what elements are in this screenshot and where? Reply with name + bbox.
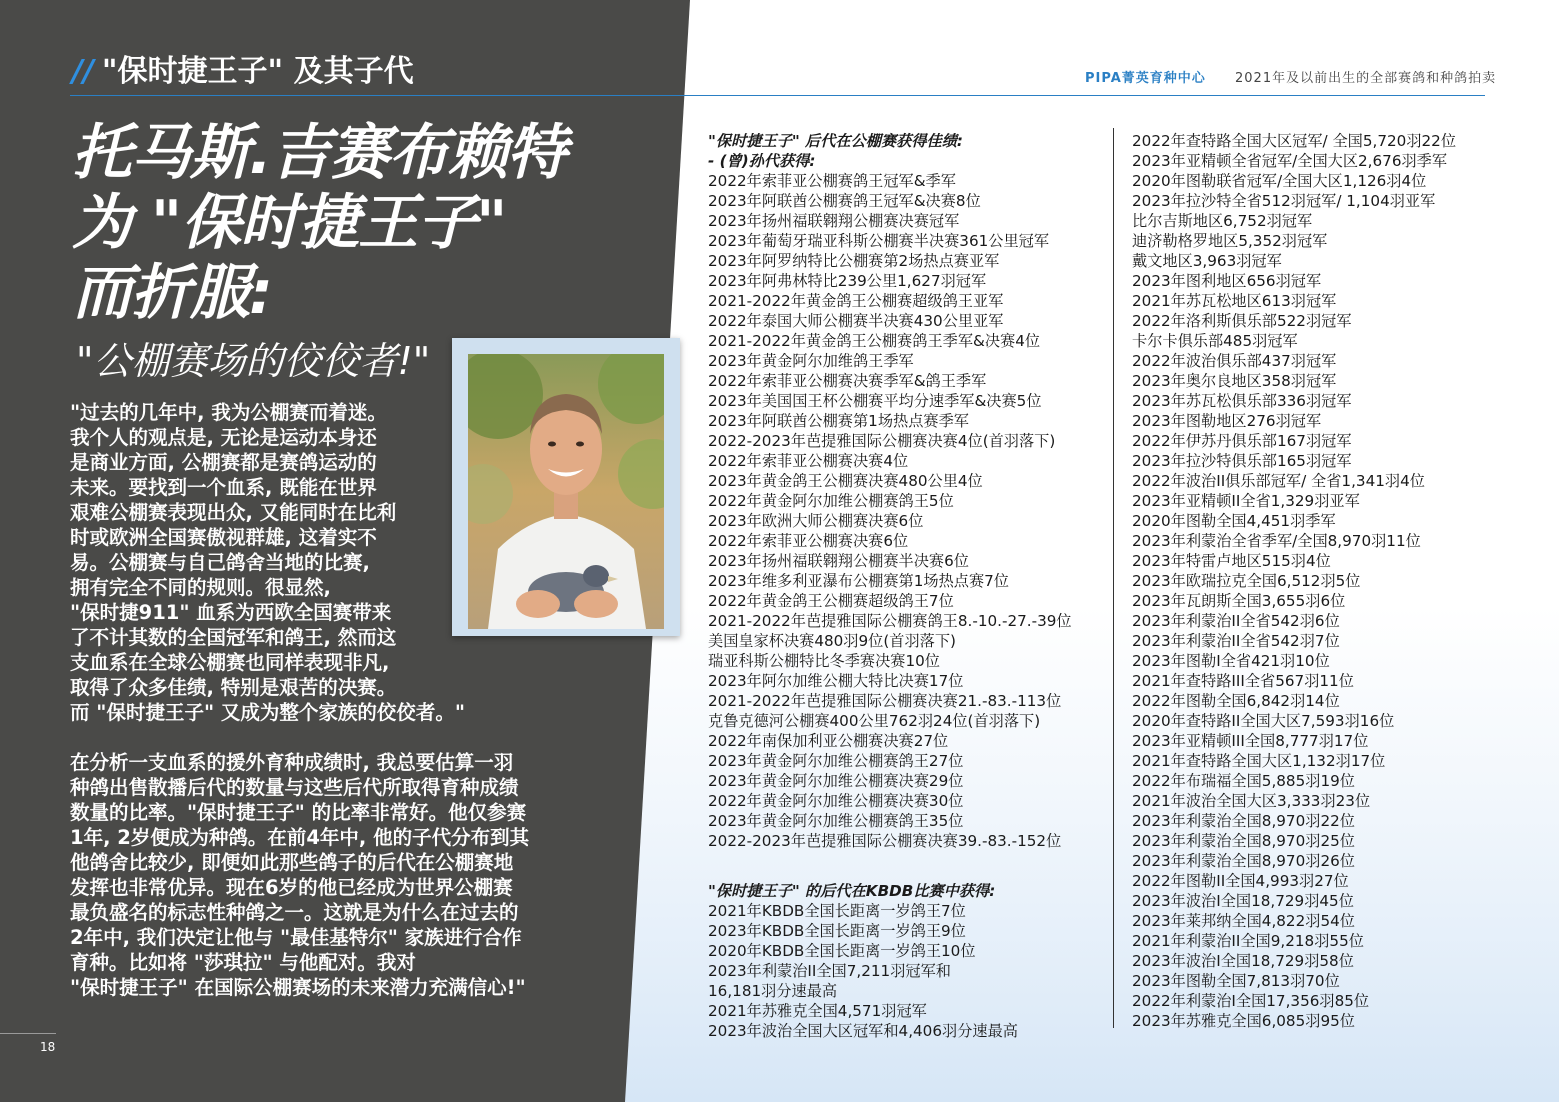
result-item: 2023年阿联酋公棚赛鸽王冠军&决赛8位: [708, 192, 981, 210]
result-item: 2023年黄金阿尔加维公棚赛决赛29位: [708, 772, 964, 790]
result-item: 2023年图勒全国7,813羽70位: [1132, 972, 1340, 990]
result-item: 2022年南保加利亚公棚赛决赛27位: [708, 732, 949, 750]
result-item: 2021年波治全国大区3,333羽23位: [1132, 792, 1371, 810]
result-item: 2023年利蒙治II全省542羽7位: [1132, 632, 1340, 650]
result-item: 2023年美国国王杯公棚赛平均分速季军&决赛5位: [708, 392, 1042, 410]
result-item: 2023年亚精顿II全省1,329羽亚军: [1132, 492, 1360, 510]
result-item: 2020年图勒全国4,451羽季军: [1132, 512, 1336, 530]
result-item: 2023年亚精顿全省冠军/全国大区2,676羽季军: [1132, 152, 1448, 170]
result-item: 2023年苏瓦松俱乐部336羽冠军: [1132, 392, 1352, 410]
result-item: 2022年布瑞福全国5,885羽19位: [1132, 772, 1355, 790]
result-item: 2023年利蒙治全国8,970羽26位: [1132, 852, 1355, 870]
result-item: 2023年奥尔良地区358羽冠军: [1132, 372, 1337, 390]
result-item: 2021年苏雅克全国4,571羽冠军: [708, 1002, 927, 1020]
result-item: 2023年波治I全国18,729羽58位: [1132, 952, 1354, 970]
results-heading-kbdb: "保时捷王子" 的后代在KBDB比赛中获得:: [708, 882, 996, 900]
headline-line-1: 托马斯.吉赛布赖特: [72, 118, 566, 188]
section-title-text: "保时捷王子" 及其子代: [101, 54, 414, 89]
result-item: 2021年苏瓦松地区613羽冠军: [1132, 292, 1337, 310]
result-item: 2023年黄金鸽王公棚赛决赛480公里4位: [708, 472, 983, 490]
result-item: 2023年葡萄牙瑞亚科斯公棚赛半决赛361公里冠军: [708, 232, 1050, 250]
result-item: 2023年莱邦纳全国4,822羽54位: [1132, 912, 1355, 930]
result-item: 2022年黄金鸽王公棚赛超级鸽王7位: [708, 592, 954, 610]
result-item: 2023年特雷卢地区515羽4位: [1132, 552, 1331, 570]
result-item: 2022年洛利斯俱乐部522羽冠军: [1132, 312, 1352, 330]
column-divider: [1113, 128, 1114, 1028]
body-paragraph-1: "过去的几年中, 我为公棚赛而着迷。 我个人的观点是, 无论是运动本身还 是商业方面, 公棚赛都是赛鸽运动的 未来。要找到一个血系, 既能在世界 艰难公棚赛表现出众, 又能同时在比利 时或欧洲全国赛傲视群雄, 这着实不 易。公棚赛与自己鸽舍当地的比赛, 拥有完全不同的规则。很显然, "保时捷911" 血系为西欧全国赛带来 了不计其数的全国冠军和鸽王, 然而这 支血系在全球公棚赛也同样表现非凡, 取得了众多佳绩, 特别是艰苦的决赛。 而 "保时捷王子" 又成为整个家族的佼佼者。": [70, 401, 466, 724]
result-item: 2021年KBDB全国长距离一岁鸽王7位: [708, 902, 966, 920]
results-heading-racing: "保时捷王子" 后代在公棚赛获得佳绩:: [708, 132, 963, 150]
result-item: 2022年索菲亚公棚赛决赛4位: [708, 452, 909, 470]
brand-name: PIPA菁英育种中心: [1085, 71, 1206, 86]
spacer: [708, 851, 1072, 881]
result-item: 2023年阿罗纳特比公棚赛第2场热点赛亚军: [708, 252, 1000, 270]
headline-line-3: 而折服:: [72, 258, 272, 328]
result-item: 2021年查特路III全省567羽11位: [1132, 672, 1354, 690]
result-item: 2023年扬州福联翱翔公棚赛半决赛6位: [708, 552, 969, 570]
result-item: 美国皇家杯决赛480羽9位(首羽落下): [708, 632, 956, 650]
result-item: 比尔吉斯地区6,752羽冠军: [1132, 212, 1313, 230]
result-item: 2021年查特路全国大区1,132羽17位: [1132, 752, 1386, 770]
result-item: 2023年图勒I全省421羽10位: [1132, 652, 1330, 670]
slash-decoration: //: [72, 54, 94, 89]
result-item: 2023年拉沙特俱乐部165羽冠军: [1132, 452, 1352, 470]
result-item: 2023年波治全国大区冠军和4,406羽分速最高: [708, 1022, 1018, 1040]
result-item: 2023年阿联酋公棚赛第1场热点赛季军: [708, 412, 969, 430]
result-item: 2021-2022年芭提雅国际公棚赛鸽王8.-10.-27.-39位: [708, 612, 1072, 630]
result-item: 2022年泰国大师公棚赛半决赛430公里亚军: [708, 312, 1004, 330]
result-item: 2022年波治II俱乐部冠军/ 全省1,341羽4位: [1132, 472, 1425, 490]
results-list-kbdb: [708, 901, 1072, 1041]
result-item: 2023年图利地区656羽冠军: [1132, 272, 1322, 290]
result-item: 戴文地区3,963羽冠军: [1132, 252, 1282, 270]
headline-line-2: 为 "保时捷王子": [72, 188, 507, 258]
result-item: 2023年利蒙治全国8,970羽25位: [1132, 832, 1355, 850]
result-item: 2023年欧洲大师公棚赛决赛6位: [708, 512, 924, 530]
result-item: 2023年利蒙治II全省542羽6位: [1132, 612, 1340, 630]
result-item: 16,181羽分速最高: [708, 982, 838, 1000]
result-item: 2023年亚精顿III全国8,777羽17位: [1132, 732, 1369, 750]
result-item: 2023年利蒙治全省季军/全国8,970羽11位: [1132, 532, 1421, 550]
result-item: 瑞亚科斯公棚特比冬季赛决赛10位: [708, 652, 940, 670]
results-subheading: - (曾)孙代获得:: [708, 152, 816, 170]
result-item: 2021-2022年黄金鸽王公棚赛超级鸽王亚军: [708, 292, 1004, 310]
result-item: 2023年黄金阿尔加维公棚赛鸽王35位: [708, 812, 964, 830]
results-column-2: [1132, 131, 1456, 1031]
result-item: 迪济勒格罗地区5,352羽冠军: [1132, 232, 1328, 250]
results-list-national: [1132, 131, 1456, 1031]
page-number-rule: [0, 1033, 56, 1034]
result-item: 2021年利蒙治II全国9,218羽55位: [1132, 932, 1364, 950]
result-item: 2023年欧瑞拉克全国6,512羽5位: [1132, 572, 1361, 590]
result-item: 2022年索菲亚公棚赛决赛季军&鸽王季军: [708, 372, 987, 390]
brand-subtitle: 2021年及以前出生的全部赛鸽和种鸽拍卖: [1235, 71, 1497, 86]
result-item: 2020年查特路II全国大区7,593羽16位: [1132, 712, 1395, 730]
result-item: 2022年图勒全国6,842羽14位: [1132, 692, 1340, 710]
result-item: 2022年查特路全国大区冠军/ 全国5,720羽22位: [1132, 132, 1457, 150]
result-item: 2023年瓦朗斯全国3,655羽6位: [1132, 592, 1346, 610]
result-item: 2021-2022年芭提雅国际公棚赛决赛21.-83.-113位: [708, 692, 1062, 710]
result-item: 2023年阿尔加维公棚大特比决赛17位: [708, 672, 964, 690]
result-item: 2020年图勒联省冠军/全国大区1,126羽4位: [1132, 172, 1427, 190]
result-item: 2023年阿弗林特比239公里1,627羽冠军: [708, 272, 987, 290]
body-text: [70, 400, 590, 1000]
result-item: 2022年波治俱乐部437羽冠军: [1132, 352, 1337, 370]
page-number: 18: [40, 1040, 56, 1054]
result-item: 2022年黄金阿尔加维公棚赛鸽王5位: [708, 492, 954, 510]
result-item: 2022年索菲亚公棚赛决赛6位: [708, 532, 909, 550]
results-list-racing: [708, 171, 1072, 851]
result-item: 2023年黄金阿尔加维公棚赛鸽王27位: [708, 752, 964, 770]
result-item: 2023年利蒙治全国8,970羽22位: [1132, 812, 1355, 830]
headline: [72, 118, 566, 328]
subheadline: "公棚赛场的佼佼者!": [76, 339, 431, 383]
result-item: 2023年图勒地区276羽冠军: [1132, 412, 1322, 430]
header-rule: [70, 95, 1485, 96]
result-item: 2023年黄金阿尔加维鸽王季军: [708, 352, 914, 370]
result-item: 2023年苏雅克全国6,085羽95位: [1132, 1012, 1355, 1030]
body-paragraph-2: 在分析一支血系的援外育种成绩时, 我总要估算一羽 种鸽出售散播后代的数量与这些后代所取得育种成绩 数量的比率。"保时捷王子" 的比率非常好。他仅参赛 1年, 2岁便成为种鸽。在前4年中, 他的子代分布到其 他鸽舍比较少, 即便如此那些鸽子的后代在公棚赛地 发挥也非常优异。现在6岁的他已经成为世界公棚赛 最负盛名的标志性种鸽之一。这就是为什么在过去的 2年中, 我们决定让他与 "最佳基特尔" 家族进行合作 育种。比如将 "莎琪拉" 与他配对。我对 "保时捷王子" 在国际公棚赛场的未来潜力充满信心!": [70, 751, 530, 999]
results-column-1: [708, 131, 1072, 1041]
result-item: 2022-2023年芭提雅国际公棚赛决赛39.-83.-152位: [708, 832, 1062, 850]
result-item: 2022-2023年芭提雅国际公棚赛决赛4位(首羽落下): [708, 432, 1056, 450]
result-item: 2023年波治I全国18,729羽45位: [1132, 892, 1354, 910]
result-item: 2021-2022年黄金鸽王公棚赛鸽王季军&决赛4位: [708, 332, 1041, 350]
result-item: 卡尔卡俱乐部485羽冠军: [1132, 332, 1298, 350]
result-item: 2023年KBDB全国长距离一岁鸽王9位: [708, 922, 966, 940]
result-item: 2022年伊苏丹俱乐部167羽冠军: [1132, 432, 1352, 450]
result-item: 2023年拉沙特全省512羽冠军/ 1,104羽亚军: [1132, 192, 1436, 210]
result-item: 2022年黄金阿尔加维公棚赛决赛30位: [708, 792, 964, 810]
result-item: 2023年维多利亚瀑布公棚赛第1场热点赛7位: [708, 572, 1009, 590]
result-item: 2023年利蒙治II全国7,211羽冠军和: [708, 962, 951, 980]
result-item: 2023年扬州福联翱翔公棚赛决赛冠军: [708, 212, 960, 230]
result-item: 2022年利蒙治I全国17,356羽85位: [1132, 992, 1370, 1010]
result-item: 2022年图勒II全国4,993羽27位: [1132, 872, 1349, 890]
section-title: [72, 46, 414, 90]
result-item: 克鲁克德河公棚赛400公里762羽24位(首羽落下): [708, 712, 1041, 730]
result-item: 2020年KBDB全国长距离一岁鸽王10位: [708, 942, 976, 960]
result-item: 2022年索菲亚公棚赛鸽王冠军&季军: [708, 172, 956, 190]
